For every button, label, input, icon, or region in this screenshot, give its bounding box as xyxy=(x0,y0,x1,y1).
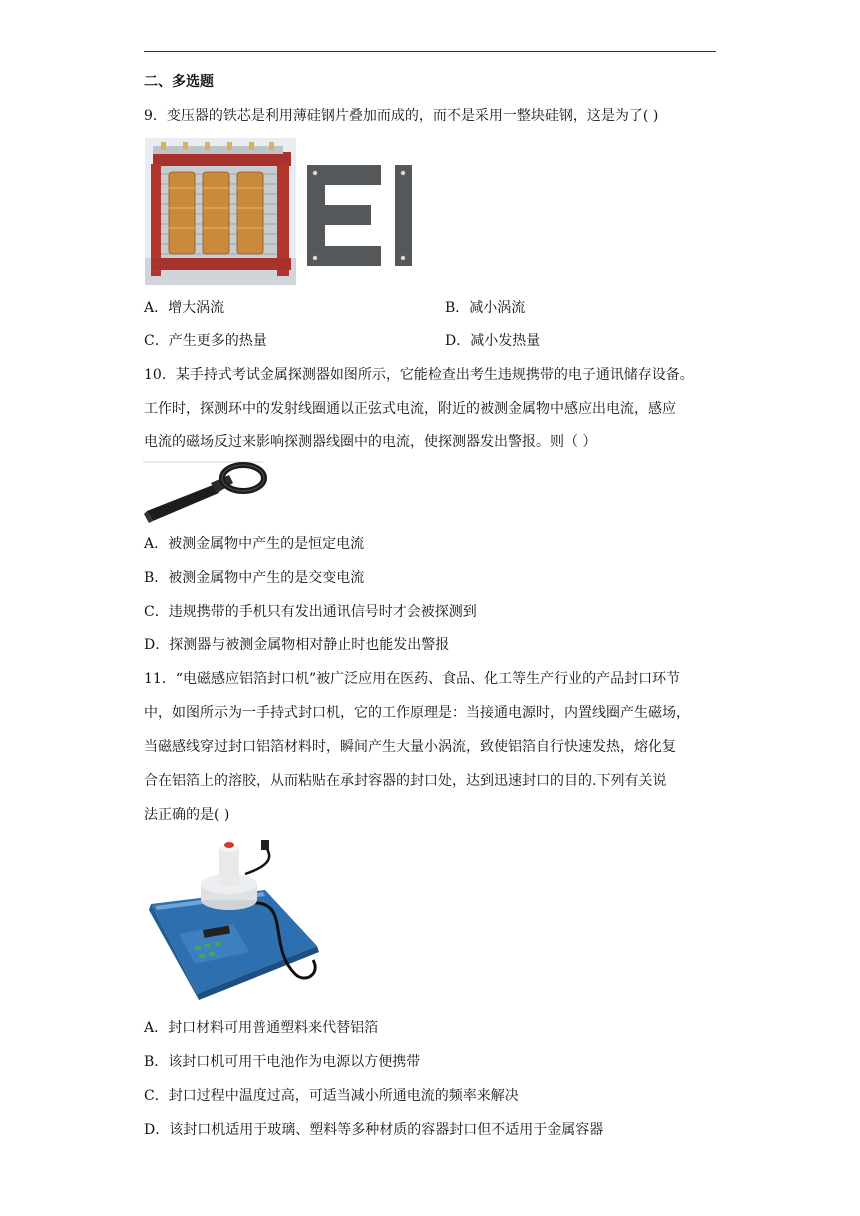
section-title: 二、多选题 xyxy=(144,74,214,90)
question-10-stem-line-3: 电流的磁场反过来影响探测器线圈中的电流，使探测器发出警报。则（ ） xyxy=(144,434,597,450)
question-11-option-a: A．封口材料可用普通塑料来代替铝箔 xyxy=(144,1020,379,1036)
question-11-stem-line-2: 中，如图所示为一手持式封口机，它的工作原理是：当接通电源时，内置线圈产生磁场， xyxy=(144,705,690,721)
question-9-option-a: A．增大涡流 xyxy=(144,300,225,316)
question-11-stem-line-1: 11．“电磁感应铝箔封口机”被广泛应用在医药、食品、化工等生产行业的产品封口环节 xyxy=(144,671,681,687)
question-10-stem-line-2: 工作时，探测环中的发射线圈通以正弦式电流，附近的被测金属物中感应出电流，感应 xyxy=(144,401,676,417)
question-9-option-b: B．减小涡流 xyxy=(445,300,526,316)
question-9-stem: 9．变压器的铁芯是利用薄硅钢片叠加而成的，而不是采用一整块硅钢，这是为了( ) xyxy=(144,108,659,124)
question-11-option-b: B．该封口机可用干电池作为电源以方便携带 xyxy=(144,1054,421,1070)
question-10-stem-line-1: 10．某手持式考试金属探测器如图所示，它能检查出考生违规携带的电子通讯储存设备。 xyxy=(144,367,694,383)
question-10-option-a: A．被测金属物中产生的是恒定电流 xyxy=(144,536,365,552)
ei-core-lamination-figure xyxy=(305,165,413,266)
transformer-photo xyxy=(145,138,296,285)
question-9-option-d: D．减小发热量 xyxy=(445,333,541,349)
question-10-option-d: D．探测器与被测金属物相对静止时也能发出警报 xyxy=(144,637,450,653)
question-11-stem-line-4: 合在铝箔上的溶胶，从而粘贴在承封容器的封口处，达到迅速封口的目的.下列有关说 xyxy=(144,773,667,789)
question-11-option-c: C．封口过程中温度过高，可适当减小所通电流的频率来解决 xyxy=(144,1088,519,1104)
question-10-option-b: B．被测金属物中产生的是交变电流 xyxy=(144,570,365,586)
question-11-stem-line-3: 当磁感线穿过封口铝箔材料时，瞬间产生大量小涡流，致使铝箔自行快速发热，熔化复 xyxy=(144,739,676,755)
question-9-option-c: C．产生更多的热量 xyxy=(144,333,267,349)
question-11-option-d: D．该封口机适用于玻璃、塑料等多种材质的容器封口但不适用于金属容器 xyxy=(144,1122,604,1138)
foil-sealing-machine-image xyxy=(145,834,323,1000)
question-10-option-c: C．违规携带的手机只有发出通讯信号时才会被探测到 xyxy=(144,604,477,620)
header-rule xyxy=(144,51,716,52)
metal-detector-image xyxy=(143,461,267,525)
question-11-stem-line-5: 法正确的是( ) xyxy=(144,807,230,823)
